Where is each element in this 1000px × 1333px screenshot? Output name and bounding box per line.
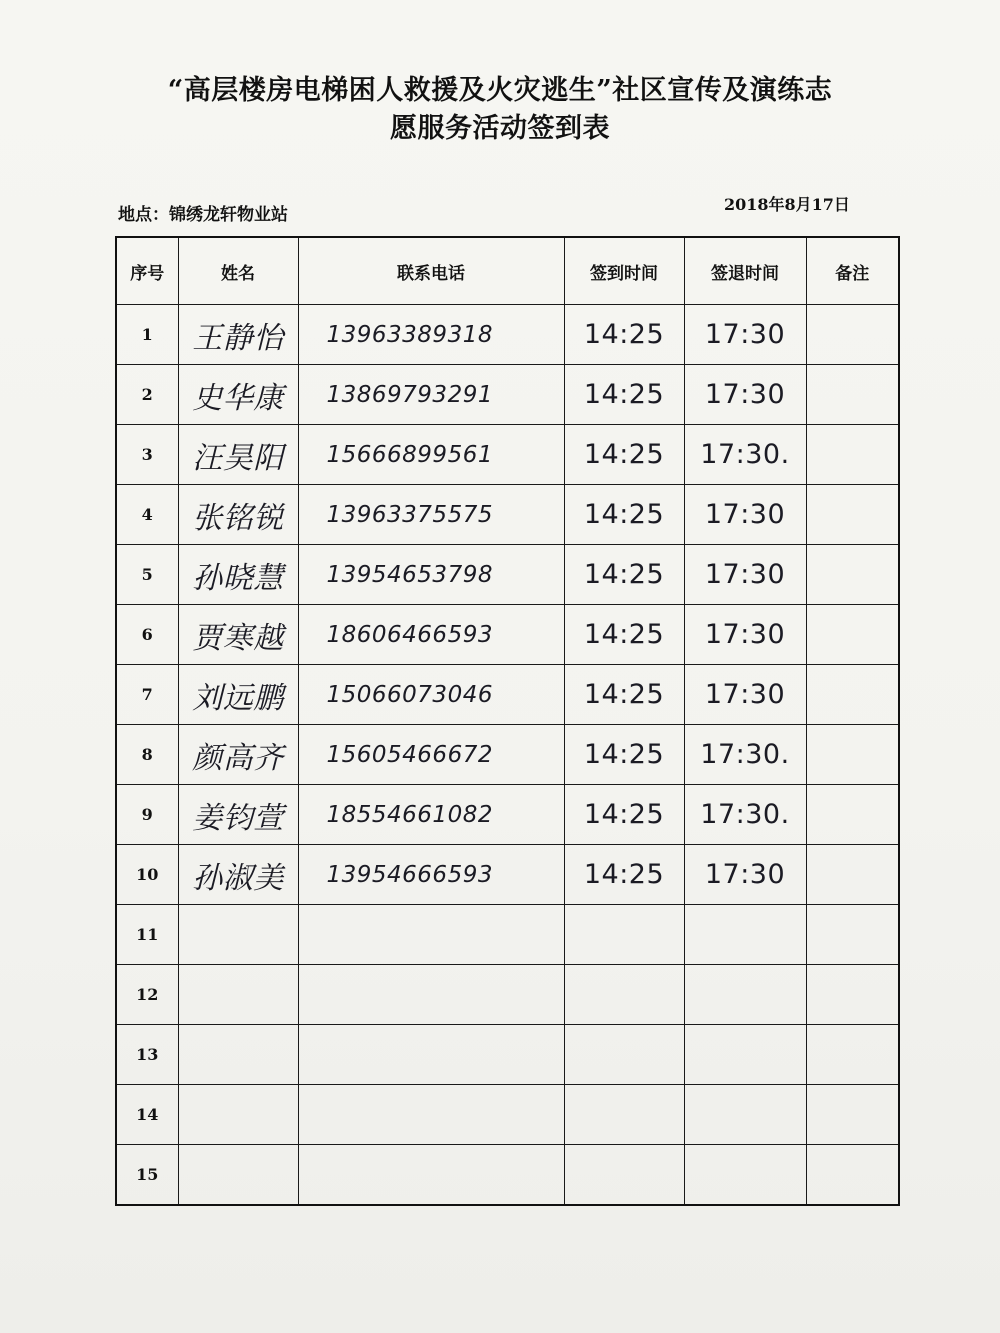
row-phone: 15066073046 [298, 665, 564, 725]
row-note [806, 545, 899, 605]
row-note [806, 485, 899, 545]
row-number: 14 [116, 1085, 178, 1145]
row-sign-out: 17:30 [684, 305, 806, 365]
row-sign-in: 14:25 [564, 725, 684, 785]
table-row [116, 785, 899, 845]
row-number: 4 [116, 485, 178, 545]
row-phone: 13963375575 [298, 485, 564, 545]
table-row [116, 1145, 899, 1206]
row-phone [298, 1085, 564, 1145]
row-name [178, 905, 298, 965]
row-sign-in: 14:25 [564, 845, 684, 905]
row-phone [298, 965, 564, 1025]
row-sign-out: 17:30. [684, 785, 806, 845]
header-name: 姓名 [178, 237, 298, 305]
row-note [806, 1085, 899, 1145]
row-note [806, 845, 899, 905]
header-no: 序号 [116, 237, 178, 305]
table-row [116, 905, 899, 965]
row-note [806, 965, 899, 1025]
row-name: 孙淑美 [178, 845, 298, 905]
row-sign-in [564, 1145, 684, 1206]
row-sign-out [684, 965, 806, 1025]
row-sign-in: 14:25 [564, 545, 684, 605]
row-sign-in [564, 965, 684, 1025]
row-note [806, 365, 899, 425]
row-sign-in: 14:25 [564, 485, 684, 545]
table-row [116, 845, 899, 905]
row-sign-in: 14:25 [564, 365, 684, 425]
title-line-1: “高层楼房电梯困人救援及火灾逃生”社区宣传及演练志 [167, 75, 833, 106]
row-phone: 15605466672 [298, 725, 564, 785]
row-sign-out: 17:30 [684, 485, 806, 545]
header-note: 备注 [806, 237, 899, 305]
row-sign-out: 17:30 [684, 365, 806, 425]
row-phone [298, 1025, 564, 1085]
row-name: 姜钧萱 [178, 785, 298, 845]
row-name [178, 1145, 298, 1206]
row-sign-in [564, 1085, 684, 1145]
row-phone: 18606466593 [298, 605, 564, 665]
row-number: 1 [116, 305, 178, 365]
row-phone: 13869793291 [298, 365, 564, 425]
row-number: 2 [116, 365, 178, 425]
header-sign-out: 签退时间 [684, 237, 806, 305]
row-note [806, 785, 899, 845]
row-sign-out: 17:30 [684, 545, 806, 605]
row-number: 15 [116, 1145, 178, 1206]
row-sign-out [684, 905, 806, 965]
row-number: 13 [116, 1025, 178, 1085]
row-number: 10 [116, 845, 178, 905]
row-phone: 13963389318 [298, 305, 564, 365]
row-sign-in: 14:25 [564, 605, 684, 665]
row-phone: 13954666593 [298, 845, 564, 905]
sign-in-table [115, 236, 900, 1206]
table-row [116, 365, 899, 425]
row-name: 王静怡 [178, 305, 298, 365]
table-row [116, 1025, 899, 1085]
row-phone [298, 1145, 564, 1206]
table-row [116, 485, 899, 545]
row-name [178, 1025, 298, 1085]
row-number: 8 [116, 725, 178, 785]
row-note [806, 725, 899, 785]
document-title [80, 72, 920, 148]
row-number: 12 [116, 965, 178, 1025]
row-note [806, 665, 899, 725]
table-row [116, 305, 899, 365]
row-note [806, 1025, 899, 1085]
row-name: 孙晓慧 [178, 545, 298, 605]
row-note [806, 1145, 899, 1206]
row-name: 张铭锐 [178, 485, 298, 545]
row-name [178, 1085, 298, 1145]
row-note [806, 305, 899, 365]
row-name: 贾寒越 [178, 605, 298, 665]
row-number: 9 [116, 785, 178, 845]
row-sign-in: 14:25 [564, 665, 684, 725]
row-sign-out [684, 1145, 806, 1206]
row-sign-out: 17:30. [684, 425, 806, 485]
row-name [178, 965, 298, 1025]
row-sign-out: 17:30 [684, 665, 806, 725]
row-sign-out: 17:30 [684, 845, 806, 905]
row-sign-out: 17:30. [684, 725, 806, 785]
row-number: 3 [116, 425, 178, 485]
row-sign-in: 14:25 [564, 425, 684, 485]
row-note [806, 905, 899, 965]
table-row [116, 665, 899, 725]
row-note [806, 425, 899, 485]
row-sign-out [684, 1025, 806, 1085]
row-number: 5 [116, 545, 178, 605]
table-row [116, 965, 899, 1025]
table-row [116, 605, 899, 665]
row-name: 颜高齐 [178, 725, 298, 785]
row-sign-out: 17:30 [684, 605, 806, 665]
header-phone: 联系电话 [298, 237, 564, 305]
row-number: 7 [116, 665, 178, 725]
row-note [806, 605, 899, 665]
row-name: 汪昊阳 [178, 425, 298, 485]
row-phone: 15666899561 [298, 425, 564, 485]
table-header-row [116, 237, 899, 305]
row-sign-in [564, 1025, 684, 1085]
table-row [116, 1085, 899, 1145]
row-sign-in [564, 905, 684, 965]
row-sign-out [684, 1085, 806, 1145]
row-phone [298, 905, 564, 965]
date-label: 2018年8月17日 [724, 195, 850, 214]
row-sign-in: 14:25 [564, 785, 684, 845]
location-label: 地点：锦绣龙轩物业站 [118, 205, 288, 225]
row-name: 刘远鹏 [178, 665, 298, 725]
row-number: 11 [116, 905, 178, 965]
table-row [116, 725, 899, 785]
row-sign-in: 14:25 [564, 305, 684, 365]
row-phone: 18554661082 [298, 785, 564, 845]
header-sign-in: 签到时间 [564, 237, 684, 305]
table-row [116, 425, 899, 485]
row-phone: 13954653798 [298, 545, 564, 605]
row-number: 6 [116, 605, 178, 665]
title-line-2: 愿服务活动签到表 [390, 113, 610, 144]
row-name: 史华康 [178, 365, 298, 425]
table-row [116, 545, 899, 605]
